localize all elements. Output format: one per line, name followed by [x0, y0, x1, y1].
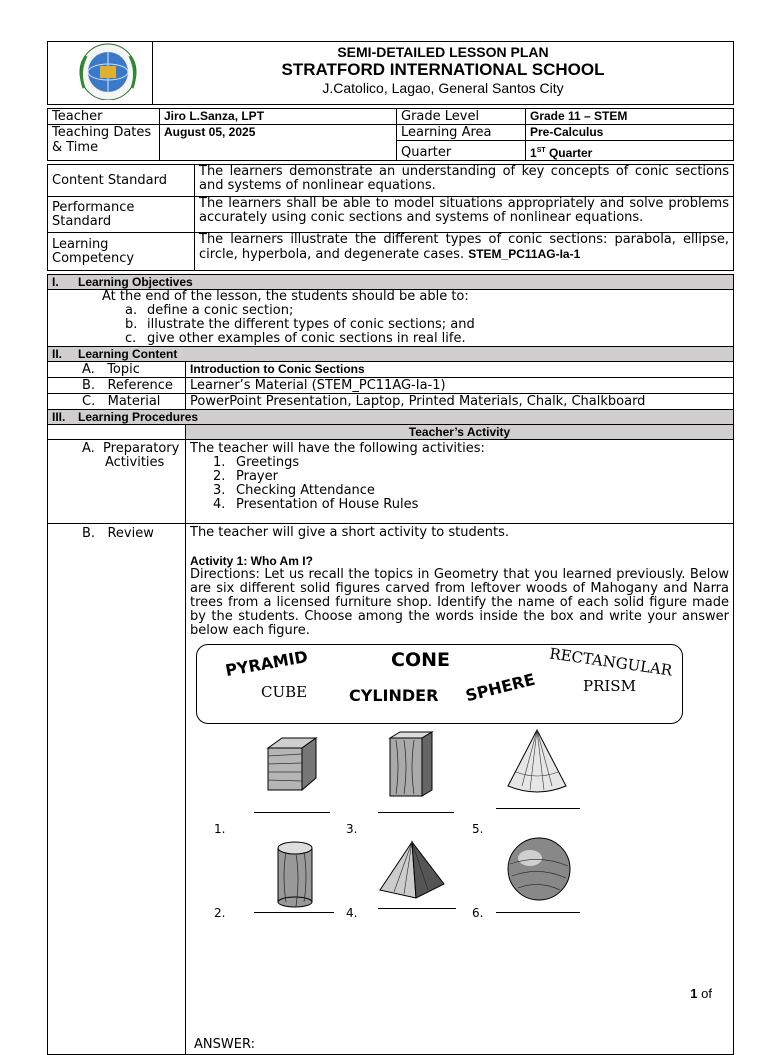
- competency-body: The learners illustrate the different types of conic sections: parabola, ellipse, circle, hyperbola, and degenerate cases.: [199, 232, 729, 262]
- prep-text: Greetings: [236, 455, 300, 470]
- objectives-list: [102, 304, 729, 346]
- answer-blank-5: [496, 808, 580, 809]
- prep-num: 4.: [213, 497, 226, 512]
- cylinder-figure: [272, 840, 318, 910]
- performance-standard-text: The learners shall be able to model situations appropriately and solve problems accurately using conic sections and systems of nonlinear equations.: [195, 197, 734, 233]
- page-of: of: [697, 986, 712, 1001]
- objective-text: give other examples of conic sections in real life.: [147, 331, 466, 346]
- teacher-activity-heading: Teacher’s Activity: [186, 425, 734, 440]
- word-pyramid: PYRAMID: [223, 646, 310, 681]
- plan-type: SEMI-DETAILED LESSON PLAN: [337, 44, 549, 60]
- topic-label: A. Topic: [48, 362, 186, 378]
- prep-num: 1.: [213, 455, 226, 470]
- grade-value: Grade 11 – STEM: [526, 109, 734, 125]
- prep-label-1: A. Preparatory: [82, 441, 180, 456]
- word-rectangular: RECTANGULAR: [548, 644, 674, 680]
- word-bank-box: [196, 644, 683, 724]
- objective-letter: a.: [125, 303, 138, 318]
- quarter-sup: ST: [536, 147, 546, 154]
- number-4: 4.: [346, 906, 358, 920]
- main-table: [47, 274, 734, 1055]
- page-footer: [690, 986, 712, 1001]
- objectives-heading: [48, 275, 734, 290]
- competency-code: STEM_PC11AG-Ia-1: [468, 247, 581, 261]
- page-number: 1: [690, 986, 698, 1001]
- reference-value: Learner’s Material (STEM_PC11AG-Ia-1): [186, 378, 734, 394]
- teacher-label: Teacher: [48, 109, 160, 125]
- review-label: B. Review: [48, 524, 186, 1055]
- objectives-num: I.: [52, 275, 59, 289]
- school-header: [153, 42, 734, 105]
- teacher-value: Jiro L.Sanza, LPT: [160, 109, 397, 125]
- content-title: Learning Content: [78, 347, 178, 361]
- objective-letter: c.: [125, 331, 137, 346]
- sphere-figure: [504, 834, 574, 904]
- objective-letter: b.: [125, 317, 138, 332]
- prep-item: [213, 456, 729, 470]
- quarter-label: Quarter: [397, 141, 526, 161]
- school-name: STRATFORD INTERNATIONAL SCHOOL: [281, 60, 605, 79]
- procedures-title: Learning Procedures: [78, 410, 199, 424]
- number-1: 1.: [214, 822, 226, 836]
- objectives-title: Learning Objectives: [78, 275, 193, 289]
- prep-body: [186, 440, 734, 524]
- objectives-intro: At the end of the lesson, the students should be able to:: [102, 289, 469, 304]
- prep-item: [213, 498, 729, 512]
- activity-title: Activity 1: Who Am I?: [190, 554, 313, 568]
- school-logo: [48, 42, 152, 100]
- answer-blank-4: [378, 908, 456, 909]
- objectives-body: [48, 290, 734, 347]
- number-5: 5.: [472, 822, 484, 836]
- prep-item: [213, 470, 729, 484]
- objective-item: [125, 332, 729, 346]
- procedures-num: III.: [52, 410, 66, 424]
- performance-standard-label: Performance Standard: [48, 197, 195, 233]
- number-3: 3.: [346, 822, 358, 836]
- objective-item: [125, 318, 729, 332]
- quarter-value: [526, 141, 734, 161]
- topic-value: Introduction to Conic Sections: [186, 362, 734, 378]
- area-label: Learning Area: [397, 125, 526, 141]
- cube-figure: [260, 734, 322, 796]
- material-value: PowerPoint Presentation, Laptop, Printed Materials, Chalk, Chalkboard: [186, 394, 734, 410]
- info-table: [47, 108, 734, 161]
- rectangular-prism-figure: [386, 730, 436, 800]
- quarter-num: 1: [530, 146, 537, 160]
- cone-figure: [502, 728, 572, 798]
- prep-label: [48, 440, 186, 524]
- activity-directions: Directions: Let us recall the topics in Geometry that you learned previously. Below are six different solid figures carved from leftover woods of Mahogany and Narra trees from a licensed furniture shop. Identify the name of each solid figure made by the students. Choose among the words inside the box and write your answer below each figure.: [190, 567, 729, 638]
- number-6: 6.: [472, 906, 484, 920]
- header-table: [47, 41, 734, 105]
- content-standard-label: Content Standard: [48, 165, 195, 197]
- activity-spacer: [48, 425, 186, 440]
- content-num: II.: [52, 347, 63, 361]
- content-heading: [48, 347, 734, 362]
- answer-blank-3: [378, 812, 454, 813]
- word-sphere: SPHERE: [463, 669, 537, 706]
- word-cylinder: CYLINDER: [349, 686, 439, 705]
- competency-text: [195, 233, 734, 271]
- school-address: J.Catolico, Lagao, General Santos City: [322, 80, 564, 96]
- review-intro: The teacher will give a short activity to students.: [190, 525, 509, 540]
- prep-text: Checking Attendance: [236, 483, 375, 498]
- lesson-plan-page: [47, 41, 734, 1055]
- answer-blank-6: [496, 912, 580, 913]
- number-2: 2.: [214, 906, 226, 920]
- grade-label: Grade Level: [397, 109, 526, 125]
- quarter-rest: Quarter: [545, 146, 593, 160]
- prep-intro: The teacher will have the following activities:: [190, 441, 485, 456]
- procedures-heading: [48, 410, 734, 425]
- competency-label: Learning Competency: [48, 233, 195, 271]
- prep-num: 3.: [213, 483, 226, 498]
- standards-table: [47, 164, 734, 271]
- figures-area: [190, 724, 710, 1054]
- objective-item: [125, 304, 729, 318]
- dates-value: August 05, 2025: [160, 125, 397, 161]
- prep-item: [213, 484, 729, 498]
- prep-list: [190, 456, 729, 512]
- word-prism: PRISM: [583, 677, 636, 695]
- answer-blank-2: [254, 912, 334, 913]
- prep-num: 2.: [213, 469, 226, 484]
- reference-label: B. Reference: [48, 378, 186, 394]
- word-cone: CONE: [391, 649, 450, 671]
- logo-cell: [48, 42, 153, 105]
- word-cube: CUBE: [261, 683, 308, 701]
- objective-text: illustrate the different types of conic sections; and: [147, 317, 475, 332]
- answer-label: ANSWER:: [194, 1037, 255, 1052]
- area-value: Pre-Calculus: [526, 125, 734, 141]
- objective-text: define a conic section;: [147, 303, 294, 318]
- prep-text: Presentation of House Rules: [236, 497, 419, 512]
- pyramid-figure: [376, 840, 448, 900]
- content-standard-text: The learners demonstrate an understanding of key concepts of conic sections and systems of nonlinear equations.: [195, 165, 734, 197]
- answer-blank-1: [254, 812, 330, 813]
- dates-label: Teaching Dates & Time: [48, 125, 160, 161]
- material-label: C. Material: [48, 394, 186, 410]
- review-body: [186, 524, 734, 1055]
- prep-label-2: Activities: [105, 455, 165, 470]
- prep-text: Prayer: [236, 469, 278, 484]
